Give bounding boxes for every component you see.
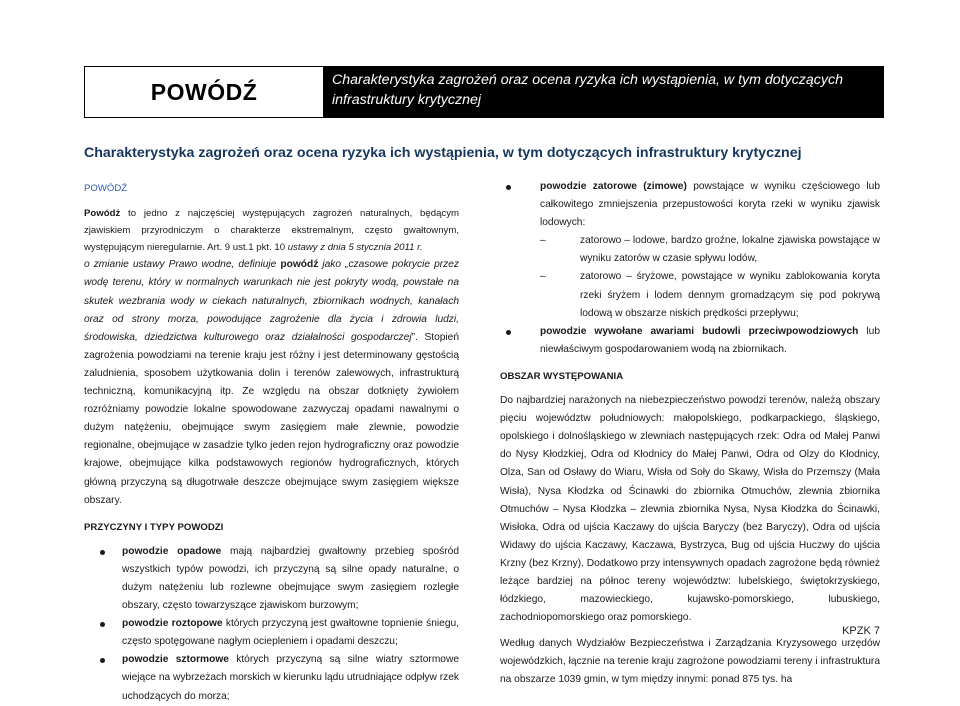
- definition-italic-2: jako „czasowe pokrycie przez wodę terenu, który w normalnych warunkach nie jest pokryty wodą, powstałe na skutek wezbrania wody w ciekach naturalnych, zbiornikach wodnych, kanałach oraz od strony morza, powodujące zagrożenie dla życia i zdrowia ludzi, środowiska, dziedzictwa kulturowego oraz działalności gospodarczej: [84, 259, 460, 343]
- definition-italic-1: o zmianie ustawy Prawo wodne, definiuje: [84, 259, 281, 271]
- sub-list: [540, 232, 880, 322]
- list-item: [84, 615, 459, 651]
- header-title: POWÓDŹ: [150, 78, 258, 105]
- sub-list-item: [540, 268, 880, 322]
- section-label: POWÓDŹ: [84, 183, 128, 194]
- closing-paragraph: Według danych Wydziałów Bezpieczeństwa i Zarządzania Kryzysowego urzędów wojewódzkich, łącznie na terenie kraju zagrożone powodziami tereny i infrastruktura na obszarze 1039 gmin, w tym między innymi: ponad 875 tys. ha: [500, 638, 880, 686]
- bullet-dot-icon: [100, 658, 105, 663]
- bullet-dot-icon: [100, 550, 105, 555]
- bullet-dot-icon: [100, 622, 105, 627]
- cause-text: których przyczyną jest gwałtowne topnienie śniegu, często spotęgowane nagłym ociepleniem i opadami deszczu;: [122, 618, 459, 648]
- intro-bold: Powódź: [84, 208, 121, 220]
- bullet-dot-icon: [506, 185, 511, 190]
- cause-bold: powodzie sztormowe: [122, 654, 229, 666]
- list-item: [500, 178, 880, 323]
- definition-bold: powódź: [280, 259, 319, 271]
- left-column: [84, 180, 459, 706]
- list-item: [500, 323, 880, 359]
- header-title-box: [84, 66, 324, 118]
- sub-item-text: zatorowo – śryżowe, powstające w wyniku zablokowania koryta rzeki śryżem i lodem dennym gromadzącym się pod pokrywą lodową w obszarze niskich prędkości przepływu;: [580, 271, 880, 319]
- cause-bold: powodzie roztopowe: [122, 618, 223, 630]
- header-subtitle-bar: [324, 66, 884, 118]
- list-item: [84, 543, 459, 615]
- sub-item-text: zatorowo – lodowe, bardzo groźne, lokalne zjawiska powstające w wyniku zatorów w czasie spływu lodów,: [580, 235, 880, 265]
- intro-paragraph: [84, 205, 459, 256]
- bullet-text: powstające w wyniku częściowego lub całkowitego zmniejszenia przepustowości koryta rzeki w wyniku zjawisk lodowych:: [540, 181, 880, 229]
- area-heading: OBSZAR WYSTĘPOWANIA: [500, 370, 624, 382]
- area-paragraph: Do najbardziej narażonych na niebezpieczeństwo powodzi terenów, należą obszary pięciu województw południowych: małopolskiego, podkarpackiego, śląskiego, opolskiego i dolnośląskiego w zlewniach następujących rzek: Odra od Małej Panwi do Nysy Kłodzkiej, Odra od Kłodnicy do Małej Panwi, Odra od Olzy do Kłodnicy, Olza, San od Osławy do Wiaru, Wisła od Soły do Skawy, Wisła do Przemszy (Mała Wisła), Nysa Kłodzka od Ścinawki do zbiornika Otmuchów, zlewnia zbiornika Otmuchów – Nysa Kłodzka – zlewnia zbiornika Nysa, Nysa Kłodzka do Ścinawki, Wisłoka, Odra od ujścia Kaczawy do ujścia Baryczy (bez Baryczy), Odra od ujścia Widawy do ujścia Kaczawy, Kaczawa, Bystrzyca, Bug od ujścia Huczwy do ujścia Krzny (bez Krzny). Dodatkowo przy intensywnych opadach zagrożone będą również leżące bardziej na północ tereny województw: lubelskiego, świętokrzyskiego, łódzkiego, mazowieckiego, kujawsko-pomorskiego, lubuskiego, zachodniopomorskiego oraz pomorskiego.: [500, 395, 880, 624]
- right-column: [500, 178, 880, 690]
- bullet-bold: powodzie wywołane awariami budowli przeciwpowodziowych: [540, 325, 859, 337]
- bullet-text: lub niewłaściwym gospodarowaniem wodą na zbiornikach.: [540, 325, 880, 355]
- dash-marker: –: [540, 235, 546, 247]
- definition-paragraph: [84, 256, 459, 509]
- document-heading: Charakterystyka zagrożeń oraz ocena ryzyka ich wystąpienia, w tym dotyczących infrastruktury krytycznej: [84, 145, 802, 161]
- dash-marker: –: [540, 271, 546, 283]
- cause-text: których przyczyną są silne wiatry sztormowe wiejące na wybrzeżach morskich w kierunku lądu utrudniające odpływ rzek uchodzących do morza;: [122, 654, 459, 702]
- bullet-dot-icon: [506, 330, 511, 335]
- definition-after: ”. Stopień zagrożenia powodziami na terenie kraju jest różny i jest determinowany gęstością zaludnienia, sposobem użytkowania dolin i terenów zalewowych, infrastrukturą techniczną, komunikacyjną itp. Ze względu na obszar dotknięty żywiołem rozróżniamy powodzie lokalne spowodowane zazwyczaj opadami nawalnymi o dużym natężeniu, obejmujące swym zasięgiem małe zlewnie, powodzie regionalne, obejmujące w zasadzie tylko jeden rejon hydrograficzny oraz powodzie krajowe, obejmujące kilka podstawowych regionów hydrograficznych, których główną przyczyną są długotrwałe deszcze obejmujące swym zasięgiem większe obszary.: [84, 331, 459, 506]
- right-bullets: [500, 178, 880, 359]
- bullet-bold: powodzie zatorowe (zimowe): [540, 181, 687, 192]
- sub-list-item: [540, 232, 880, 268]
- cause-text: mają najbardziej gwałtowny przebieg spośród wszystkich typów powodzi, ich przyczyną są silne opady naturalne, o dużym natężeniu lub rozlewne obejmujące swym zasięgiem rozległe obszary, często towarzyszące zjawiskom burzowym;: [122, 545, 459, 612]
- intro-italic: ustawy z dnia 5 stycznia 2011 r.: [287, 242, 423, 254]
- causes-heading: PRZYCZYNY I TYPY POWODZI: [84, 521, 224, 533]
- cause-bold: powodzie opadowe: [122, 545, 222, 557]
- list-item: [84, 651, 459, 705]
- causes-list: [84, 543, 459, 706]
- intro-text: to jedno z najczęściej występujących zagrożeń naturalnych, będącym zjawiskiem przyrodniczym o charakterze ekstremalnym, często gwałtownym, występującym nieregularnie. Art. 9 ust.1 pkt. 10: [84, 208, 459, 254]
- page-footer: KPZK 7: [842, 625, 880, 637]
- header-subtitle: Charakterystyka zagrożeń oraz ocena ryzyka ich wystąpienia, w tym dotyczących infrastruktury krytycznej: [332, 72, 843, 108]
